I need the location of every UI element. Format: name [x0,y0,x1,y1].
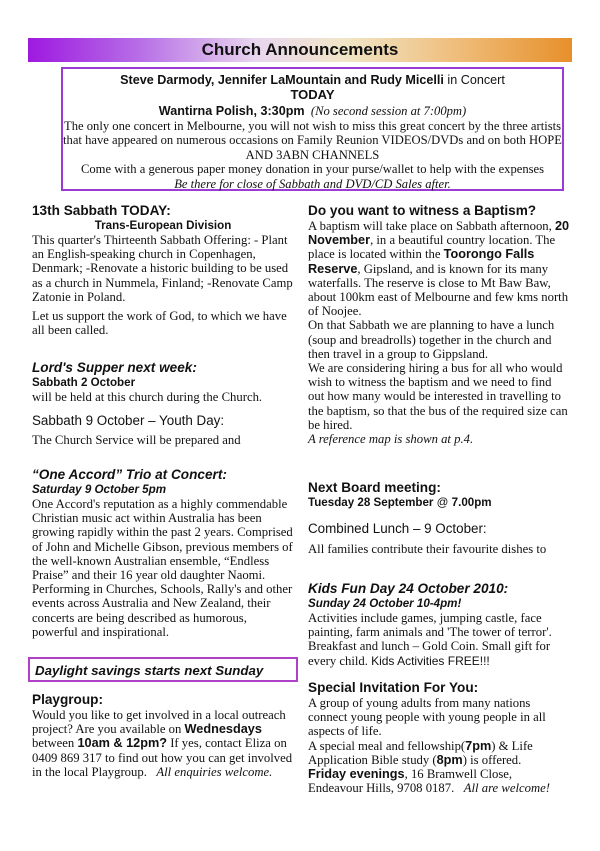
concert-body: The only one concert in Melbourne, you will not wish to miss this great concert by the three artists that have appeared on numerous occasions on Family Reunion VIDEOS/DVDs and on both HOPE AND 3ABN CHANNELS [63,118,562,162]
youth-section [32,412,294,447]
kids-heading: Kids Fun Day 24 October 2010: [308,581,509,596]
baptism-heading: Do you want to witness a Baptism? [308,203,537,218]
baptism-date: 20 November [308,219,570,248]
kids-date: Sunday 24 October 10-4pm! [308,597,462,610]
baptism-section [308,203,570,446]
lunch-section [308,520,570,556]
lunch-heading: Combined Lunch – 9 October: [308,521,487,536]
supper-section [32,360,294,404]
concert-venue: Wantirna Polish, 3:30pm [158,104,305,118]
board-at: @ [433,496,452,509]
playgroup-day: Wednesdays [184,722,262,737]
playgroup-heading: Playgroup: [32,692,103,707]
board-date: Tuesday 28 September [308,496,434,509]
invite-study-time: 8pm [436,752,463,767]
trio-date: Saturday 9 October 5pm [32,483,167,496]
concert-in-concert: in Concert [443,73,505,87]
playgroup-time: 10am & 12pm? [77,736,168,751]
board-heading: Next Board meeting: [308,480,441,495]
supper-body: will be held at this church during the Church. [32,390,263,404]
invite-welcome: All are welcome! [463,781,550,796]
playgroup-intro: Would you like to get involved in a local outreach project? Are you available on [32,708,286,737]
announcements-banner [28,38,572,62]
playgroup-contact: If yes, contact Eliza on 0409 869 317 to find out how you can get involved in the local Playgroup. [32,736,293,779]
sabbath-body: This quarter's Thirteenth Sabbath Offering: - Plant an English-speaking church in Copenhagen, Denmark; -Renovate a historic building to be used as a church in Nummela, Finland; -Renovate Camp Zatonie in Poland. [32,233,293,304]
sabbath-section [32,203,294,337]
invite-address: , 16 Bramwell Close, Endeavour Hills, 9708 0187. [308,767,513,796]
invite-section [308,680,570,795]
lunch-body: All families contribute their favourite dishes to [308,542,547,556]
concert-today: TODAY [290,86,335,102]
invite-p2b: ) & Life Application Bible study ( [308,738,533,767]
playgroup-welcome: All enquiries welcome. [156,764,273,779]
banner-title: Church Announcements [201,40,399,59]
concert-artists: Steve Darmody, Jennifer LaMountain and Rudy Micelli [120,73,444,87]
sabbath-division: Trans-European Division [94,219,232,232]
baptism-p1c: , Gipsland, and is known for its many waterfalls. The reserve is close to Mt Baw Baw, about 100km east of Melbourne and few kms north of Noojee. [308,261,569,319]
baptism-p1b: , in a beautiful country location. The place is located within the [308,233,556,262]
trio-body: One Accord's reputation as a highly commendable Christian music act within Australia has been growing rapidly within the past 2 years. Comprised of John and Michelle Gibson, previous members of the well-known Australian ensemble, “Endless Praise” and their 16 year old daughter Naomi. Performing in Churches, Schools, Rally's and other events across Australia and New Zealand, their concerts are being described as humorous, powerful and inspirational. [32,497,293,639]
baptism-p2: On that Sabbath we are planning to have a lunch (soup and breadrolls) together in the church and then travel in a group to Gippsland. [308,318,555,361]
board-time: 7.00pm [451,496,492,509]
concert-close: Be there for close of Sabbath and DVD/CD Sales after. [174,176,451,191]
youth-body: The Church Service will be prepared and [32,433,241,447]
kids-section [308,581,570,668]
baptism-p3: We are considering hiring a bus for all who would wish to witness the baptism and we need to find out how many would be interested in travelling to the baptism, so that the bus of the required size can be hired. [308,361,568,432]
trio-section [32,467,294,639]
youth-heading: Sabbath 9 October – Youth Day: [32,413,225,428]
playgroup-between: between [32,736,78,751]
invite-heading: Special Invitation For You: [308,680,479,695]
baptism-p1a: A baptism will take place on Sabbath afternoon, [308,219,555,233]
sabbath-support: Let us support the work of God, to which we have all been called. [32,309,287,338]
playgroup-section [32,692,294,779]
invite-p2c: ) is offered. [462,752,522,767]
concert-donation: Come with a generous paper money donation in your purse/wallet to help with the expenses [80,162,545,176]
invite-p1: A group of young adults from many nations connect young people with young people in all aspects of life. [308,696,546,739]
sabbath-heading: 13th Sabbath TODAY: [32,203,171,218]
concert-note: (No second session at 7:00pm) [310,104,467,118]
kids-free: Kids Activities FREE!!! [371,653,490,668]
trio-heading: “One Accord” Trio at Concert: [32,467,227,482]
kids-body: Activities include games, jumping castle, face painting, farm animals and 'The tower of terror'. Breakfast and lunch – Gold Coin. Small gift for every child. [308,611,552,668]
daylight-savings-box [28,657,298,682]
supper-heading: Lord's Supper next week: [32,360,197,375]
invite-when: Friday evenings [308,767,405,782]
invite-p2a: A special meal and fellowship( [308,738,466,753]
daylight-savings-text: Daylight savings starts next Sunday [35,663,264,678]
baptism-place: Toorongo Falls Reserve [308,247,535,276]
baptism-map: A reference map is shown at p.4. [308,432,474,447]
invite-meal-time: 7pm [465,738,492,753]
supper-date: Sabbath 2 October [32,376,136,389]
concert-box [61,67,564,191]
board-section [308,480,570,510]
